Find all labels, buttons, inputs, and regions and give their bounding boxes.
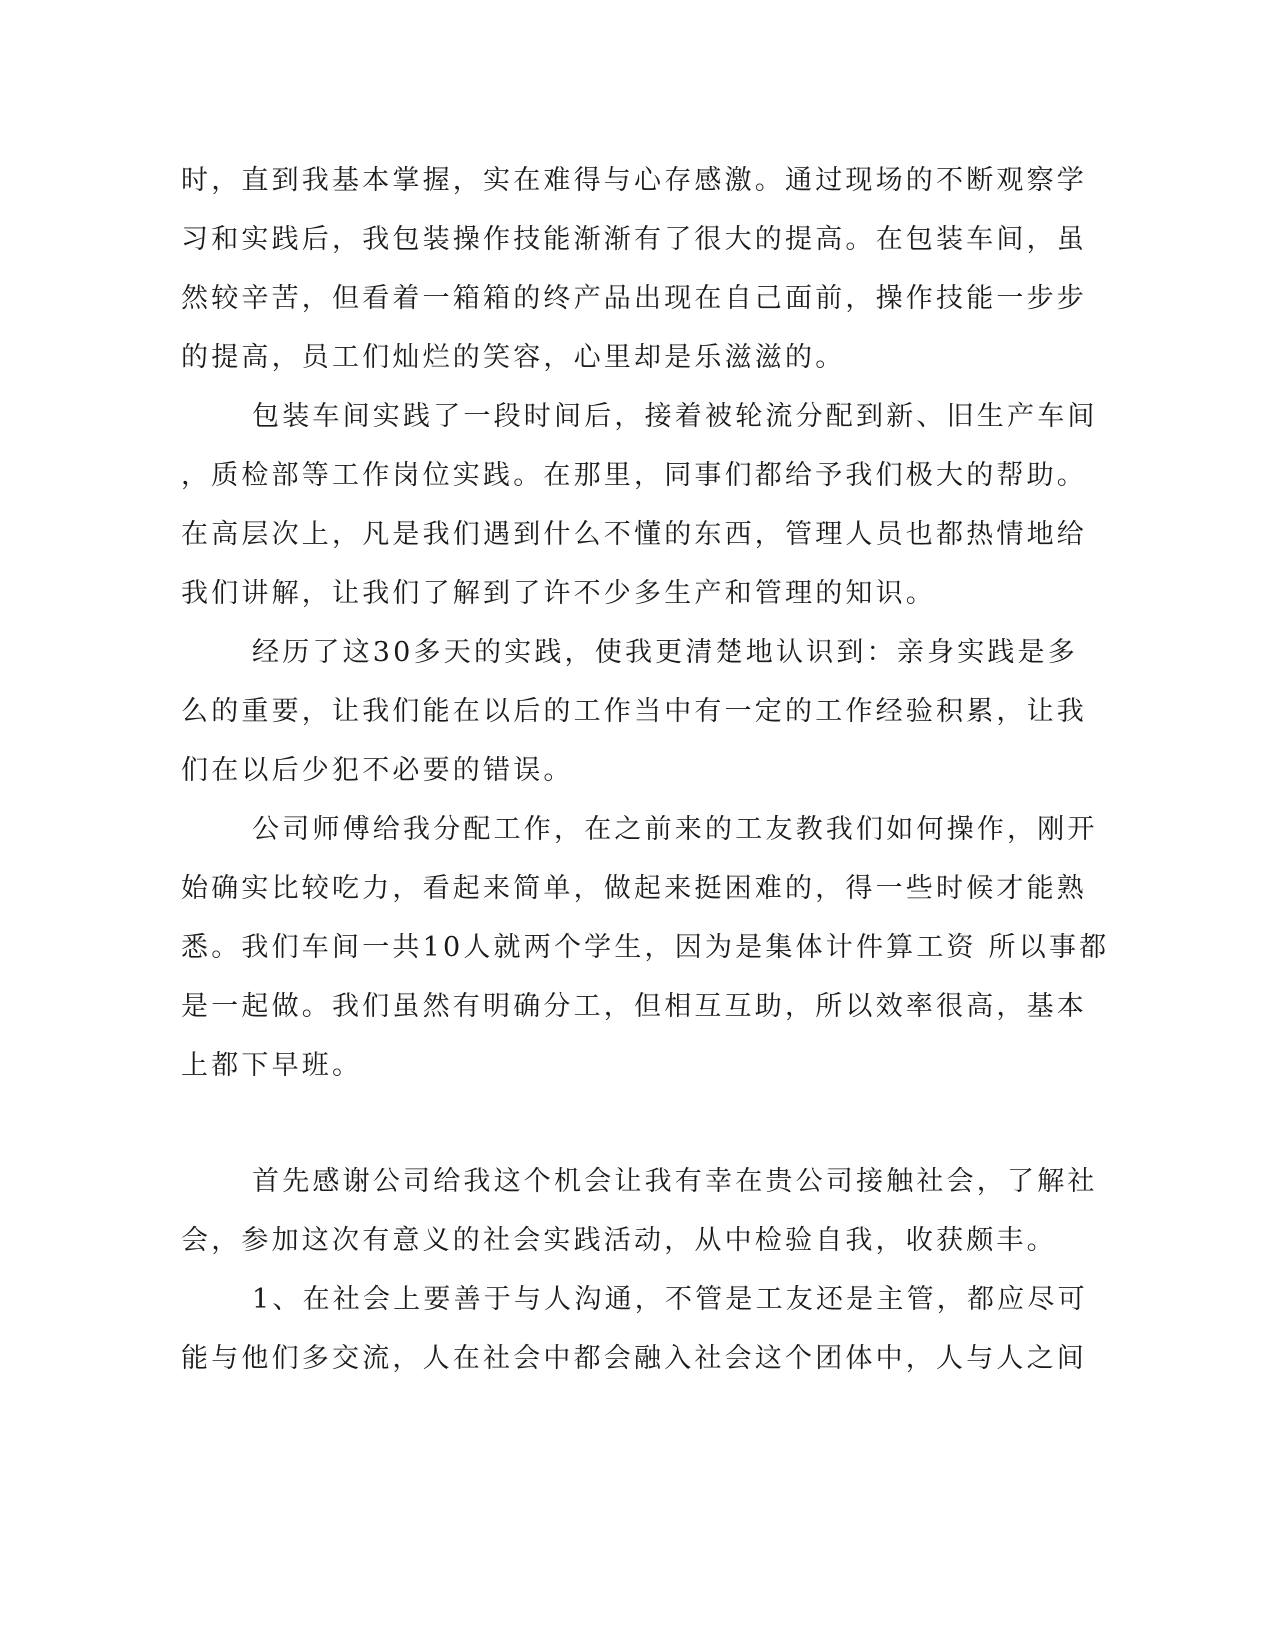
text-line: 1、在社会上要善于与人沟通，不管是工友还是主管，都应尽可 [252, 1284, 1088, 1315]
text-line: 在高层次上，凡是我们遇到什么不懂的东西，管理人员也都热情地给 [181, 519, 1087, 550]
text-line: 然较辛苦，但看着一箱箱的终产品出现在自己面前，操作技能一步步 [181, 283, 1087, 314]
text-line: 么的重要，让我们能在以后的工作当中有一定的工作经验积累，让我 [181, 696, 1087, 727]
text-line: 经历了这30多天的实践，使我更清楚地认识到：亲身实践是多 [252, 637, 1078, 668]
text-line: 始确实比较吃力，看起来简单，做起来挺困难的，得一些时候才能熟 [181, 873, 1087, 904]
text-line: 时，直到我基本掌握，实在难得与心存感激。通过现场的不断观察学 [181, 165, 1087, 196]
text-line: 首先感谢公司给我这个机会让我有幸在贵公司接触社会，了解社 [252, 1166, 1098, 1197]
text-line: 上都下早班。 [181, 1050, 363, 1081]
text-line: 会，参加这次有意义的社会实践活动，从中检验自我，收获颇丰。 [181, 1225, 1057, 1256]
text-line: 公司师傅给我分配工作，在之前来的工友教我们如何操作，刚开 [252, 814, 1098, 845]
text-line: 能与他们多交流，人在社会中都会融入社会这个团体中，人与人之间 [181, 1343, 1087, 1374]
text-line: 我们讲解，让我们了解到了许不少多生产和管理的知识。 [181, 578, 936, 609]
text-line: 习和实践后，我包装操作技能渐渐有了很大的提高。在包装车间，虽 [181, 224, 1087, 255]
text-line: 悉。我们车间一共10人就两个学生，因为是集体计件算工资 所以事都 [181, 932, 1110, 963]
text-line: ，质检部等工作岗位实践。在那里，同事们都给予我们极大的帮助。 [181, 460, 1087, 491]
text-line: 是一起做。我们虽然有明确分工，但相互互助，所以效率很高，基本 [181, 991, 1087, 1022]
text-line: 包装车间实践了一段时间后，接着被轮流分配到新、旧生产车间 [252, 401, 1098, 432]
text-line: 的提高，员工们灿烂的笑容，心里却是乐滋滋的。 [181, 342, 846, 373]
text-line: 们在以后少犯不必要的错误。 [181, 755, 574, 786]
